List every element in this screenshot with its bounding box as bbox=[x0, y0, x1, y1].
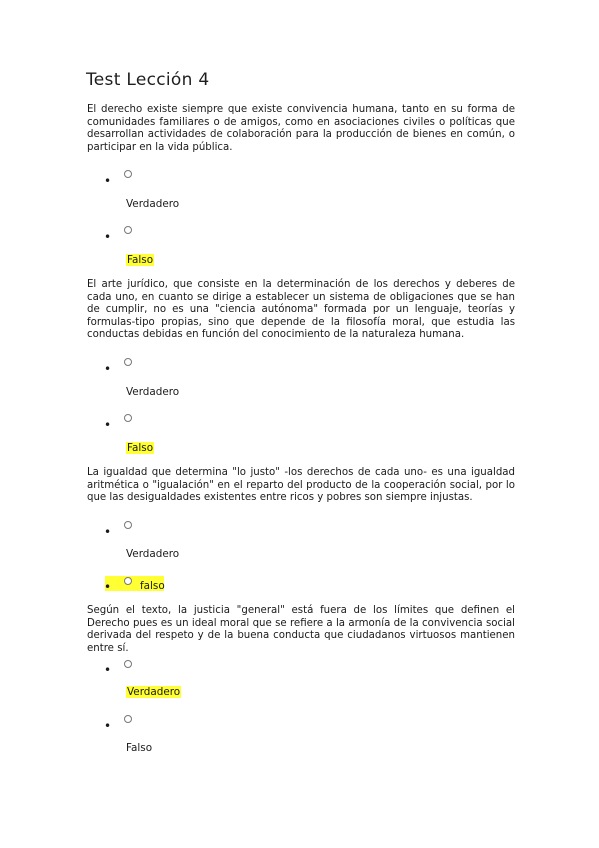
radio-q3-falso[interactable] bbox=[124, 577, 132, 585]
highlighted-answer: Verdadero bbox=[127, 686, 181, 698]
radio-q1-falso[interactable] bbox=[124, 226, 132, 234]
option-q4-falso[interactable]: Falso bbox=[126, 742, 153, 754]
radio-q4-verdadero[interactable] bbox=[124, 660, 132, 668]
option-q2-falso[interactable] bbox=[126, 442, 154, 455]
bullet-icon: • bbox=[104, 663, 112, 677]
question-3-text: La igualdad que determina "lo justo" -los derechos de cada uno- es una igualdad aritmética o "igualación" en el reparto del producto de la cooperación social, por lo que las desigualdades existentes entre ricos y pobres son siempre injustas. bbox=[87, 467, 515, 504]
highlighted-answer: Falso bbox=[127, 442, 154, 454]
option-q2-verdadero[interactable]: Verdadero bbox=[126, 386, 180, 398]
bullet-icon: • bbox=[104, 362, 112, 376]
highlighted-answer: Falso bbox=[127, 254, 154, 266]
option-q4-verdadero[interactable] bbox=[126, 686, 181, 699]
bullet-icon: • bbox=[104, 418, 112, 432]
bullet-icon: • bbox=[104, 230, 112, 244]
question-4-text: Según el texto, la justicia "general" está fuera de los límites que definen el Derecho pues es un ideal moral que se refiere a la armonía de la convivencia social derivada del respeto y de la buena conducta que ciudadanos virtuosos mantienen entre sí. bbox=[87, 605, 515, 654]
option-q1-falso[interactable] bbox=[126, 254, 154, 267]
option-q1-verdadero[interactable]: Verdadero bbox=[126, 198, 180, 210]
bullet-icon: • bbox=[104, 580, 112, 594]
question-2-text: El arte jurídico, que consiste en la determinación de los derechos y deberes de cada uno, en cuanto se dirige a establecer un sistema de obligaciones que se han de cumplir, no es una "ciencia autónoma" formada por un lenguaje, teorías y formulas-tipo propias, sino que depende de la filosofía moral, que estudia las conductas debidas en función del conocimiento de la naturaleza humana. bbox=[87, 279, 515, 341]
question-1-text: El derecho existe siempre que existe convivencia humana, tanto en su forma de comunidades familiares o de amigos, como en asociaciones civiles o políticas que desarrollan actividades de colaboración para la producción de bienes en común, o participar en la vida pública. bbox=[87, 104, 515, 153]
radio-q1-verdadero[interactable] bbox=[124, 170, 132, 178]
radio-q2-falso[interactable] bbox=[124, 414, 132, 422]
bullet-icon: • bbox=[104, 174, 112, 188]
option-q3-falso[interactable]: falso bbox=[140, 580, 165, 592]
option-q3-verdadero[interactable]: Verdadero bbox=[126, 548, 180, 560]
bullet-icon: • bbox=[104, 525, 112, 539]
bullet-icon: • bbox=[104, 719, 112, 733]
page-title: Test Lección 4 bbox=[86, 70, 210, 90]
radio-q2-verdadero[interactable] bbox=[124, 358, 132, 366]
radio-q3-verdadero[interactable] bbox=[124, 521, 132, 529]
radio-q4-falso[interactable] bbox=[124, 715, 132, 723]
